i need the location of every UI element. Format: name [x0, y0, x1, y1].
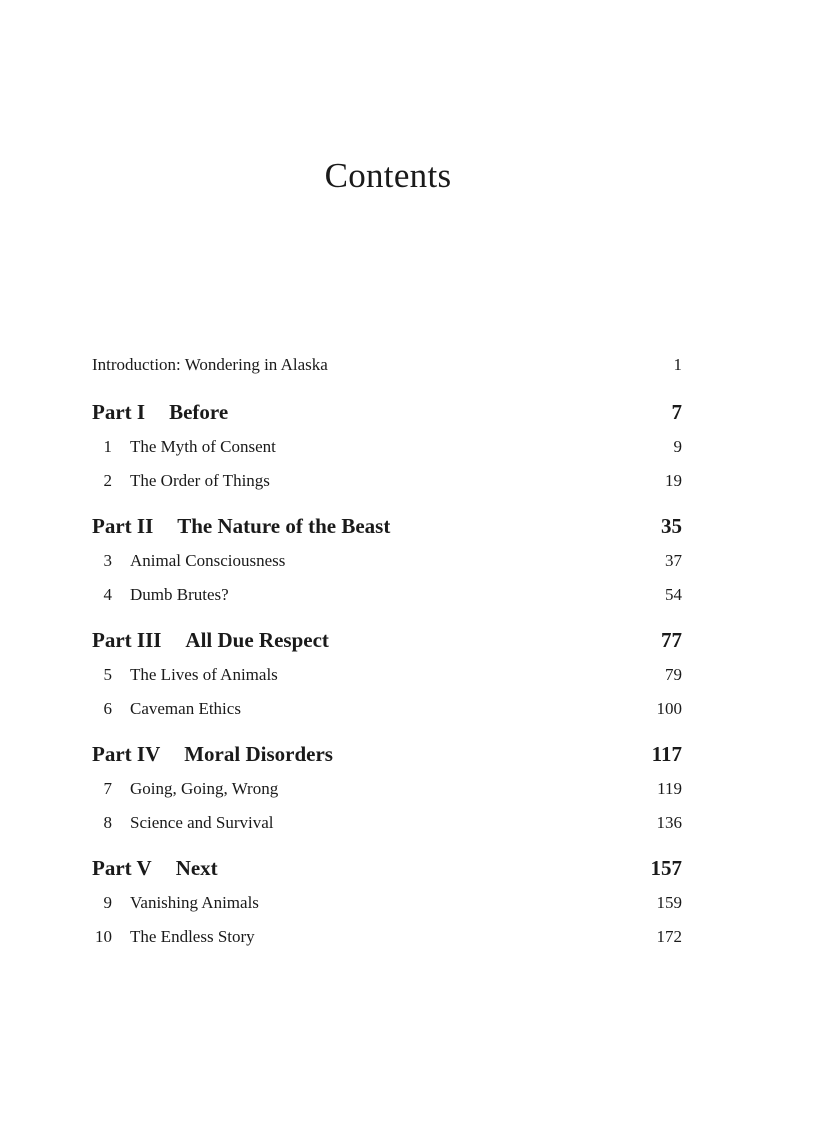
chapter-title: Caveman Ethics: [130, 699, 241, 718]
part-title: Moral Disorders: [184, 742, 333, 766]
toc-page-number: 1: [673, 355, 682, 374]
chapter-title: The Endless Story: [130, 927, 255, 946]
chapter-number: 6: [103, 699, 112, 718]
toc-chapter-entry[interactable]: [92, 577, 682, 611]
chapter-title: The Lives of Animals: [130, 665, 278, 684]
toc-page-number: 159: [656, 893, 682, 912]
toc-page-number: 100: [656, 699, 682, 718]
chapter-title: The Order of Things: [130, 471, 270, 490]
toc-page-number: 35: [661, 514, 682, 538]
part-number: Part I: [92, 400, 146, 424]
toc-chapter-entry[interactable]: [92, 885, 682, 919]
toc-chapter-entry[interactable]: [92, 429, 682, 463]
toc-page-number: 77: [661, 628, 682, 652]
chapter-number: 9: [103, 893, 112, 912]
chapter-number: 7: [103, 779, 112, 798]
toc-page-number: 54: [665, 585, 682, 604]
toc-entry-label: Introduction: Wondering in Alaska: [92, 355, 328, 374]
toc-page-number: 157: [650, 856, 682, 880]
part-number: Part IV: [92, 742, 161, 766]
chapter-number: 10: [95, 927, 112, 946]
part-title: The Nature of the Beast: [177, 514, 391, 538]
part-title: Before: [169, 400, 229, 424]
toc-page-number: 136: [656, 813, 682, 832]
toc-part-heading[interactable]: [92, 725, 682, 771]
part-number: Part III: [92, 628, 162, 652]
toc-part-heading[interactable]: [92, 839, 682, 885]
chapter-title: Animal Consciousness: [130, 551, 286, 570]
toc-page-number: 7: [671, 400, 682, 424]
chapter-number: 1: [103, 437, 112, 456]
toc-chapter-entry[interactable]: [92, 805, 682, 839]
chapter-number: 4: [103, 585, 112, 604]
part-number: Part II: [92, 514, 154, 538]
toc-page-number: 117: [651, 742, 682, 766]
chapter-title: Dumb Brutes?: [130, 585, 229, 604]
table-of-contents: [92, 355, 682, 953]
toc-chapter-entry[interactable]: [92, 919, 682, 953]
part-title: All Due Respect: [185, 628, 329, 652]
toc-page-number: 19: [665, 471, 682, 490]
chapter-number: 3: [103, 551, 112, 570]
toc-part-heading[interactable]: [92, 497, 682, 543]
part-number: Part V: [92, 856, 152, 880]
toc-chapter-entry[interactable]: [92, 771, 682, 805]
page-title: Contents: [324, 156, 452, 195]
chapter-title: Going, Going, Wrong: [130, 779, 279, 798]
toc-chapter-entry[interactable]: [92, 691, 682, 725]
toc-page-number: 9: [673, 437, 682, 456]
toc-part-heading[interactable]: [92, 383, 682, 429]
toc-page-number: 172: [656, 927, 682, 946]
chapter-title: Science and Survival: [130, 813, 274, 832]
part-title: Next: [175, 856, 218, 880]
toc-chapter-entry[interactable]: [92, 657, 682, 691]
toc-page-number: 37: [665, 551, 682, 570]
chapter-title: The Myth of Consent: [130, 437, 276, 456]
toc-entry-introduction[interactable]: [92, 355, 682, 383]
chapter-number: 8: [103, 813, 112, 832]
chapter-title: Vanishing Animals: [130, 893, 259, 912]
toc-part-heading[interactable]: [92, 611, 682, 657]
toc-chapter-entry[interactable]: [92, 463, 682, 497]
toc-chapter-entry[interactable]: [92, 543, 682, 577]
chapter-number: 5: [103, 665, 112, 684]
toc-page-number: 79: [665, 665, 682, 684]
chapter-number: 2: [103, 471, 112, 490]
toc-page-number: 119: [657, 779, 682, 798]
